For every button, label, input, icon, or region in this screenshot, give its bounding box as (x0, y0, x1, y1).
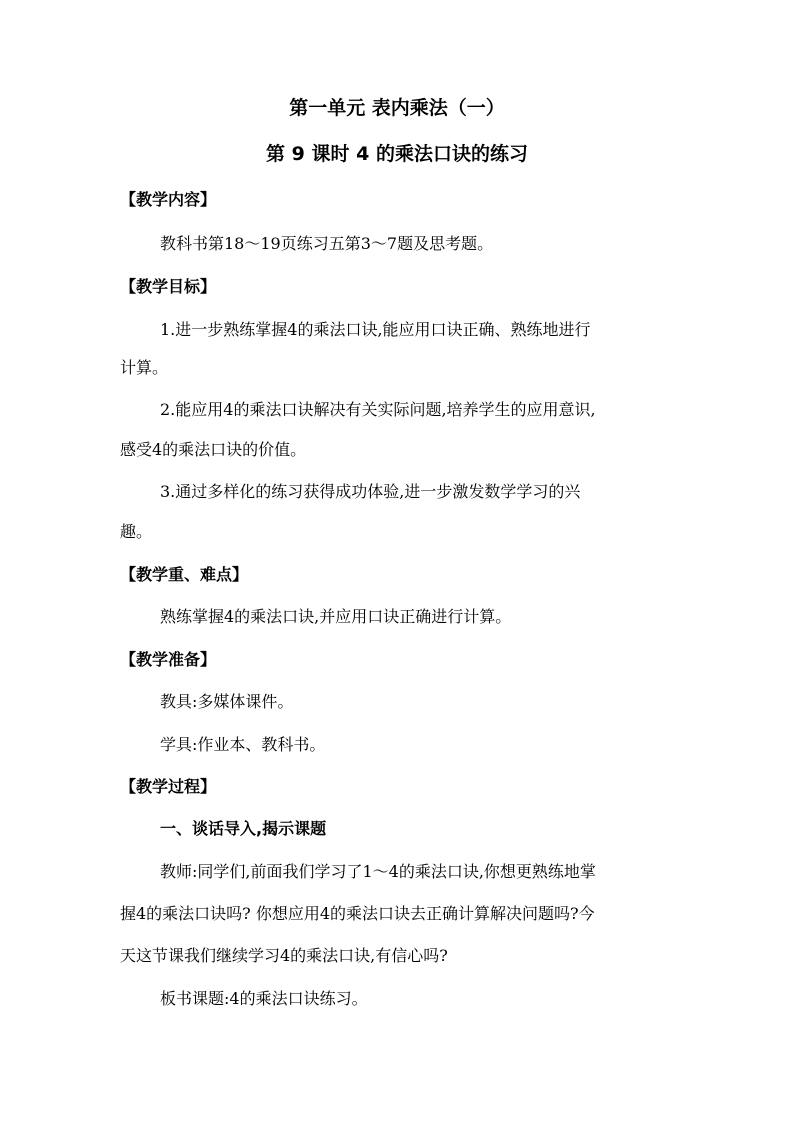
step-1-line-1: 教师:同学们,前面我们学习了1～4的乘法口诀,你想更熟练地掌 (160, 862, 596, 881)
preparation-teacher: 教具:多媒体课件。 (160, 692, 294, 711)
goal-1-line-2: 计算。 (120, 358, 169, 377)
step-1-line-3: 天这节课我们继续学习4的乘法口诀,有信心吗? (120, 946, 448, 965)
preparation-student: 学具:作业本、教科书。 (160, 735, 326, 754)
key-points-heading: 【教学重、难点】 (120, 565, 249, 584)
key-points-text: 熟练掌握4的乘法口诀,并应用口诀正确进行计算。 (160, 607, 512, 626)
step-1-line-2: 握4的乘法口诀吗? 你想应用4的乘法口诀去正确计算解决问题吗?今 (120, 904, 595, 923)
content-heading: 【教学内容】 (120, 190, 217, 209)
goal-2-line-2: 感受4的乘法口诀的价值。 (120, 440, 307, 459)
content-text: 教科书第18～19页练习五第3～7题及思考题。 (160, 234, 494, 253)
process-heading: 【教学过程】 (120, 777, 217, 796)
goal-3-line-2: 趣。 (120, 522, 153, 541)
goals-heading: 【教学目标】 (120, 277, 217, 296)
step-1-heading: 一、谈话导入,揭示课题 (160, 819, 327, 838)
step-1-board-title: 板书课题:4的乘法口诀练习。 (160, 989, 368, 1008)
goal-3-line-1: 3.通过多样化的练习获得成功体验,进一步激发数学学习的兴 (160, 482, 581, 501)
goal-1-line-1: 1.进一步熟练掌握4的乘法口诀,能应用口诀正确、熟练地进行 (160, 320, 591, 339)
lesson-title: 第 9 课时 4 的乘法口诀的练习 (266, 143, 528, 165)
preparation-heading: 【教学准备】 (120, 650, 217, 669)
unit-title: 第一单元 表内乘法（一） (289, 97, 505, 119)
goal-2-line-1: 2.能应用4的乘法口诀解决有关实际问题,培养学生的应用意识, (160, 400, 596, 419)
